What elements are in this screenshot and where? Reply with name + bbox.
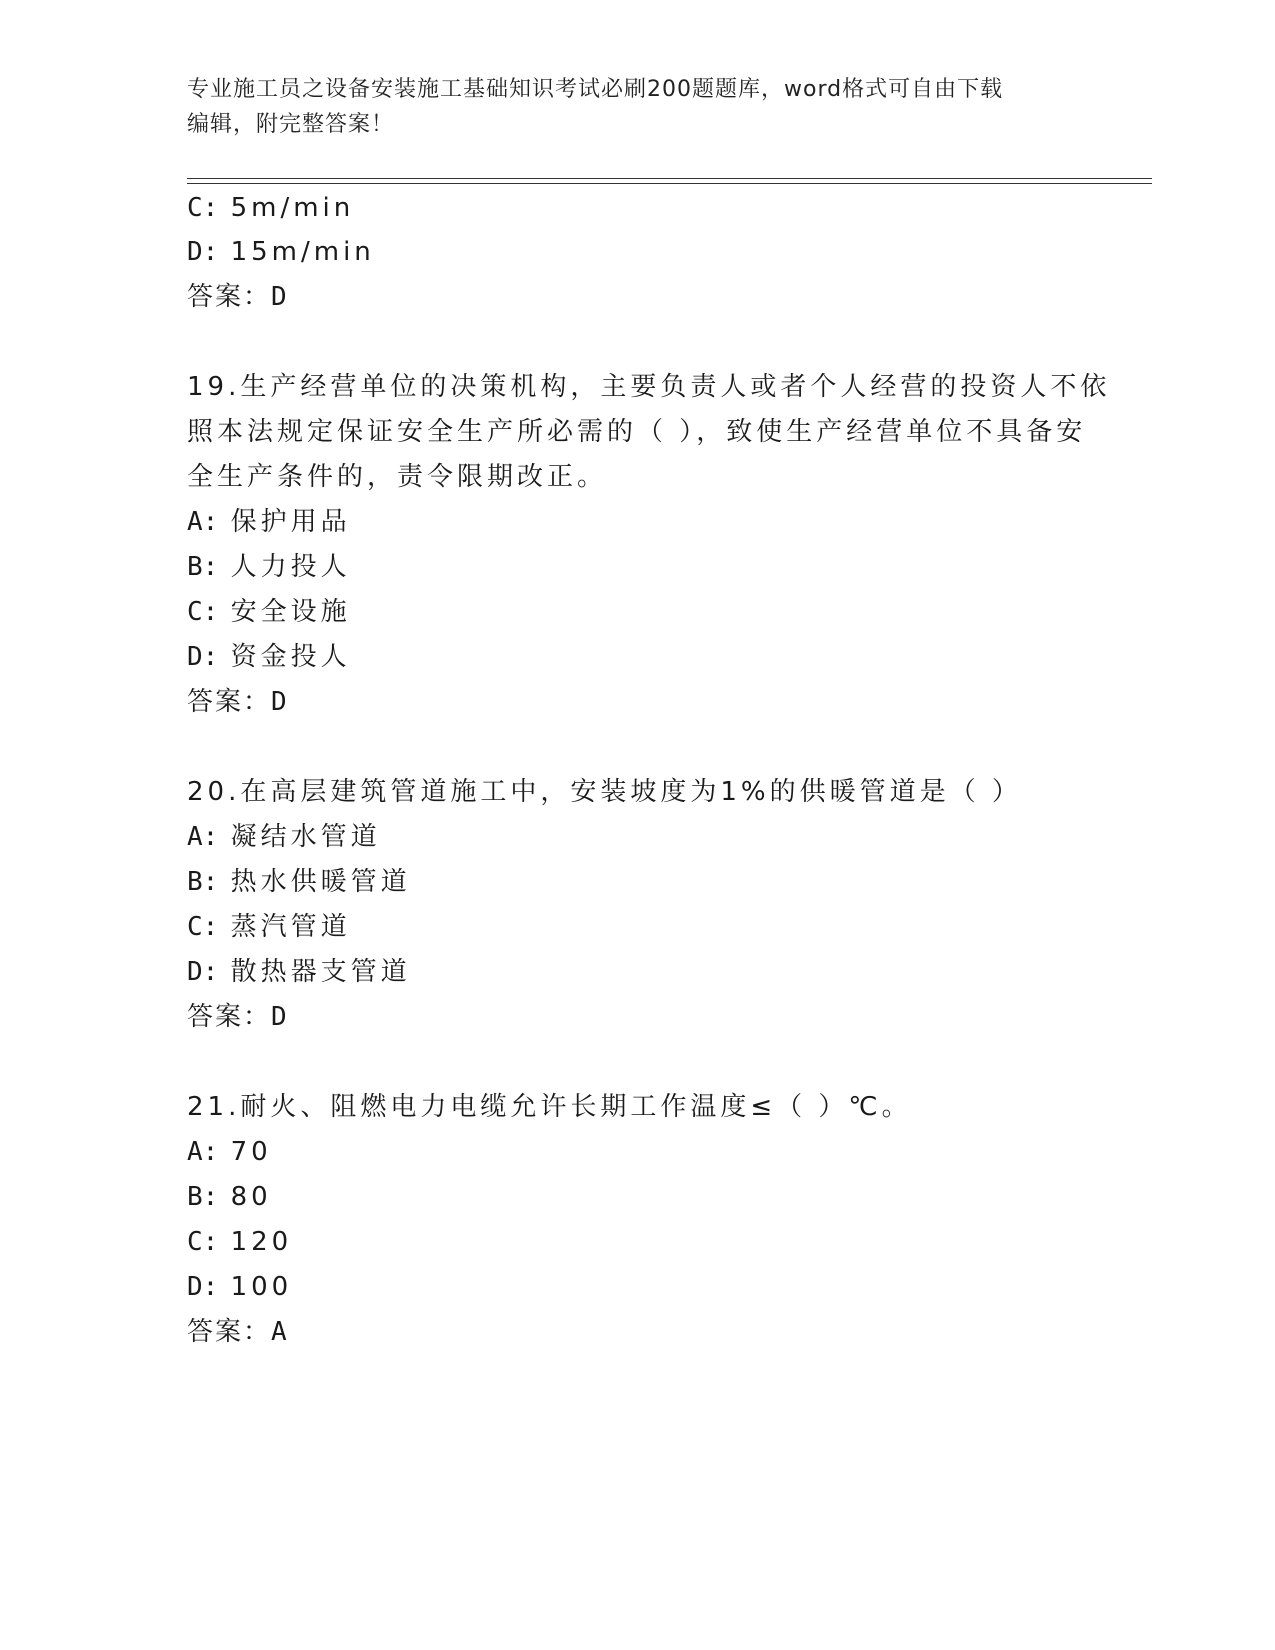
option-text: 5m/min	[230, 193, 355, 223]
option-text: 120	[230, 1227, 293, 1257]
option-letter: D:	[187, 1272, 219, 1302]
q21-stem-line-1: 21.耐火、阻燃电力电缆允许长期工作温度≤（ ）℃。	[187, 1092, 912, 1122]
q19-option-c	[187, 595, 351, 629]
q20-answer	[187, 1000, 287, 1034]
option-text: 80	[230, 1182, 272, 1212]
q20-option-c	[187, 910, 351, 944]
q18-answer	[187, 280, 287, 314]
answer-value: A	[271, 1317, 287, 1347]
q19-stem-line-2: 照本法规定保证安全生产所必需的（ ），致使生产经营单位不具备安	[187, 417, 1087, 447]
q20-option-d	[187, 955, 411, 989]
option-letter: B:	[187, 867, 219, 897]
answer-label: 答案：	[187, 687, 272, 717]
answer-value: D	[271, 687, 287, 717]
option-letter: D:	[187, 642, 219, 672]
header-line-1: 专业施工员之设备安装施工基础知识考试必刷200题题库，word格式可自由下载	[187, 77, 1004, 102]
q19-option-a	[187, 505, 351, 539]
option-letter: B:	[187, 552, 219, 582]
q19-stem-line-3: 全生产条件的，责令限期改正。	[187, 462, 608, 492]
q18-option-c	[187, 191, 354, 225]
q18-option-d	[187, 235, 375, 269]
option-letter: B:	[187, 1182, 219, 1212]
q19-stem-line-1: 19.生产经营单位的决策机构，主要负责人或者个人经营的投资人不依	[187, 372, 1111, 402]
q20-option-a	[187, 820, 381, 854]
header-divider-top	[187, 178, 1152, 179]
header-divider-bottom	[187, 183, 1152, 184]
option-text: 资金投人	[230, 642, 351, 672]
q20-option-b	[187, 865, 411, 899]
option-letter: C:	[187, 597, 219, 627]
q21-option-d	[187, 1270, 292, 1304]
q21-answer	[187, 1315, 287, 1349]
option-letter: D:	[187, 957, 219, 987]
answer-label: 答案：	[187, 1317, 272, 1347]
option-letter: D:	[187, 237, 219, 267]
option-text: 散热器支管道	[230, 957, 411, 987]
option-letter: A:	[187, 507, 219, 537]
q19-answer	[187, 685, 287, 719]
q19-option-b	[187, 550, 351, 584]
q19-option-d	[187, 640, 351, 674]
option-letter: C:	[187, 193, 219, 223]
option-letter: C:	[187, 912, 219, 942]
q21-option-a	[187, 1135, 272, 1169]
option-text: 保护用品	[230, 507, 351, 537]
q20-stem-line-1: 20.在高层建筑管道施工中，安装坡度为1%的供暖管道是（ ）	[187, 777, 1022, 807]
option-letter: A:	[187, 1137, 219, 1167]
option-text: 15m/min	[230, 237, 375, 267]
q21-option-b	[187, 1180, 272, 1214]
answer-value: D	[271, 1002, 287, 1032]
option-text: 70	[230, 1137, 272, 1167]
option-text: 人力投人	[230, 552, 351, 582]
option-text: 100	[230, 1272, 293, 1302]
header-line-2: 编辑，附完整答案！	[187, 112, 395, 137]
option-letter: A:	[187, 822, 219, 852]
answer-label: 答案：	[187, 1002, 272, 1032]
option-text: 凝结水管道	[230, 822, 381, 852]
answer-label: 答案：	[187, 282, 272, 312]
option-text: 热水供暖管道	[230, 867, 411, 897]
answer-value: D	[271, 282, 287, 312]
document-header	[187, 72, 1067, 142]
option-text: 安全设施	[230, 597, 351, 627]
q21-option-c	[187, 1225, 292, 1259]
option-text: 蒸汽管道	[230, 912, 351, 942]
option-letter: C:	[187, 1227, 219, 1257]
